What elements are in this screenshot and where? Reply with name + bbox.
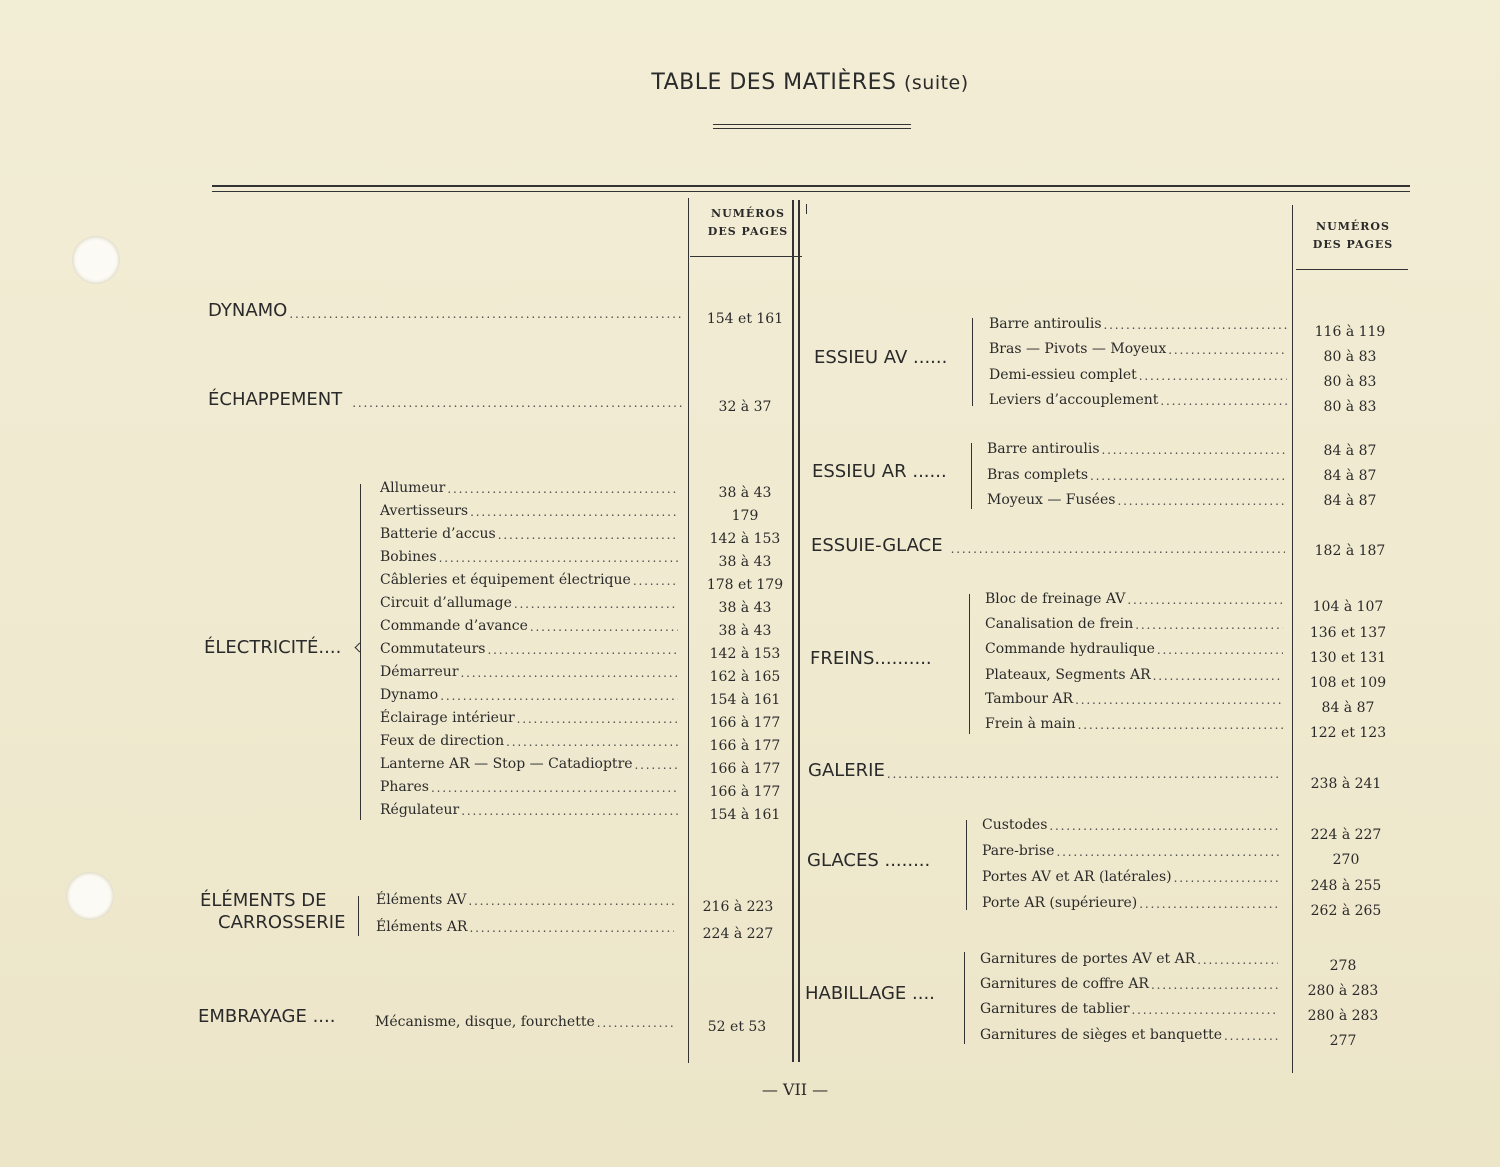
leader-dots: [498, 528, 678, 542]
right-header-rule: [1296, 269, 1408, 270]
item-pages: 104 à 107: [1312, 599, 1384, 615]
item-label: Barre antiroulis: [987, 441, 1100, 457]
item-pages: 52 et 53: [707, 1019, 767, 1035]
item-pages: 262 à 265: [1310, 903, 1382, 919]
list-item: [380, 595, 680, 611]
right-header-line2: DES PAGES: [1312, 238, 1394, 251]
leader-dots: [633, 574, 678, 588]
list-item: [989, 367, 1289, 383]
item-pages: 224 à 227: [1310, 827, 1382, 843]
leader-dots: [887, 767, 1282, 781]
item-label: Plateaux, Segments AR: [985, 667, 1151, 683]
list-item: [982, 843, 1282, 859]
leader-dots: [1117, 494, 1285, 508]
leader-dots: [1075, 693, 1283, 707]
list-item: [380, 802, 680, 818]
list-item: [980, 1001, 1280, 1017]
list-item: [989, 341, 1289, 357]
item-pages: 84 à 87: [1321, 700, 1375, 716]
category-galerie: GALERIE: [808, 760, 885, 781]
entry-echappement: [208, 389, 684, 410]
center-divider-tick: [806, 204, 807, 214]
item-label: Dynamo: [380, 687, 439, 703]
item-pages: 84 à 87: [1323, 443, 1377, 459]
leader-dots: [635, 758, 678, 772]
leader-dots: [461, 666, 678, 680]
list-item: [989, 316, 1289, 332]
entry-essuie-glace: [811, 535, 1287, 556]
item-pages: 166 à 177: [709, 784, 781, 800]
item-label: Garnitures de sièges et banquette: [980, 1027, 1222, 1043]
item-label: Commande d’avance: [380, 618, 528, 634]
item-pages: 38 à 43: [718, 600, 772, 616]
pages-echappement: 32 à 37: [718, 399, 772, 415]
list-item: [987, 441, 1287, 457]
category-elements-line1: ÉLÉMENTS DE: [200, 890, 327, 911]
item-pages: 38 à 43: [718, 623, 772, 639]
leader-dots: [440, 689, 678, 703]
leader-dots: [461, 804, 678, 818]
leader-dots: [447, 482, 678, 496]
item-pages: 178 et 179: [706, 577, 784, 593]
leader-dots: [1151, 978, 1278, 992]
item-label: Avertisseurs: [380, 503, 469, 519]
entry-galerie: [808, 760, 1284, 781]
entry-dynamo: [208, 300, 684, 321]
title-underline: [713, 124, 911, 129]
item-label: Tambour AR: [985, 691, 1074, 707]
list-item: [380, 572, 680, 588]
item-label: Mécanisme, disque, fourchette: [375, 1014, 595, 1030]
item-label: Barre antiroulis: [989, 316, 1102, 332]
item-label: Régulateur: [380, 802, 460, 818]
leader-dots: [1135, 618, 1283, 632]
item-label: Bras — Pivots — Moyeux: [989, 341, 1167, 357]
item-label: Garnitures de coffre AR: [980, 976, 1149, 992]
list-item: [980, 976, 1280, 992]
item-label: Commutateurs: [380, 641, 486, 657]
leader-dots: [506, 735, 678, 749]
brace-freins: [969, 594, 970, 734]
category-echappement: ÉCHAPPEMENT: [208, 389, 343, 410]
pages-dynamo: 154 et 161: [706, 311, 784, 327]
page-title: [600, 70, 1020, 95]
leader-dots: [431, 781, 678, 795]
leader-dots: [439, 551, 678, 565]
item-pages: 122 et 123: [1309, 725, 1387, 741]
item-label: Pare-brise: [982, 843, 1055, 859]
list-item: [989, 392, 1289, 408]
punch-hole-top: [72, 236, 120, 284]
category-essuie-glace: ESSUIE-GLACE: [811, 535, 943, 556]
list-item: [380, 503, 680, 519]
leader-dots: [1102, 443, 1286, 457]
category-freins: FREINS..........: [810, 648, 932, 669]
list-item: [376, 892, 676, 908]
left-pages-header: [695, 205, 801, 241]
item-label: Câbleries et équipement électrique: [380, 572, 631, 588]
left-header-line2: DES PAGES: [707, 225, 789, 238]
list-item: [982, 817, 1282, 833]
brace-elements: [358, 896, 359, 936]
item-pages: 142 à 153: [709, 531, 781, 547]
item-pages: 224 à 227: [702, 926, 774, 942]
leader-dots: [1157, 643, 1283, 657]
leader-dots: [1174, 871, 1280, 885]
item-pages: 108 et 109: [1309, 675, 1387, 691]
list-item: [380, 779, 680, 795]
item-pages: 80 à 83: [1323, 399, 1377, 415]
leader-dots: [1078, 718, 1283, 732]
leader-dots: [517, 712, 678, 726]
punch-hole-bottom: [66, 872, 114, 920]
center-divider-second: [798, 200, 800, 1062]
category-embrayage: EMBRAYAGE ....: [198, 1006, 336, 1027]
item-label: Phares: [380, 779, 429, 795]
list-item: [985, 691, 1285, 707]
leader-dots: [468, 894, 674, 908]
category-essieu-ar: ESSIEU AR ......: [812, 461, 947, 482]
item-label: Feux de direction: [380, 733, 505, 749]
item-pages: 270: [1332, 852, 1360, 868]
leader-dots: [1049, 819, 1280, 833]
item-pages: 80 à 83: [1323, 374, 1377, 390]
item-label: Garnitures de tablier: [980, 1001, 1130, 1017]
item-label: Batterie d’accus: [380, 526, 496, 542]
item-pages: 179: [731, 508, 759, 524]
item-pages: 280 à 283: [1307, 983, 1379, 999]
leader-dots: [1139, 897, 1280, 911]
right-pages-column-left-border: [1292, 205, 1293, 1073]
item-label: Éléments AV: [376, 892, 467, 908]
list-item: [380, 549, 680, 565]
pages-essuie-glace: 182 à 187: [1314, 543, 1386, 559]
list-item: [985, 667, 1285, 683]
list-item: [980, 951, 1280, 967]
list-item: [380, 618, 680, 634]
leader-dots: [488, 643, 679, 657]
list-item: [985, 716, 1285, 732]
item-pages: 80 à 83: [1323, 349, 1377, 365]
item-label: Bobines: [380, 549, 437, 565]
leader-dots: [1127, 593, 1283, 607]
item-label: Éléments AR: [376, 919, 468, 935]
list-item: [380, 687, 680, 703]
item-label: Leviers d’accouplement: [989, 392, 1159, 408]
leader-dots: [530, 620, 678, 634]
item-label: Lanterne AR — Stop — Catadioptre: [380, 756, 633, 772]
brace-habillage: [964, 952, 965, 1044]
leader-dots: [469, 921, 674, 935]
leader-dots: [1139, 369, 1287, 383]
category-glaces: GLACES ........: [807, 850, 931, 871]
item-pages: 38 à 43: [718, 554, 772, 570]
list-item: [985, 641, 1285, 657]
leader-dots: [470, 505, 678, 519]
item-pages: 277: [1329, 1033, 1357, 1049]
pages-galerie: 238 à 241: [1310, 776, 1382, 792]
category-habillage: HABILLAGE ....: [805, 983, 935, 1004]
item-label: Démarreur: [380, 664, 459, 680]
item-pages: 38 à 43: [718, 485, 772, 501]
leader-dots: [1197, 953, 1278, 967]
item-pages: 216 à 223: [702, 899, 774, 915]
item-pages: 162 à 165: [709, 669, 781, 685]
leader-dots: [951, 542, 1285, 556]
right-pages-header: [1300, 218, 1406, 254]
list-item: [380, 733, 680, 749]
item-label: Porte AR (supérieure): [982, 895, 1138, 911]
leader-dots: [1090, 469, 1285, 483]
category-essieu-av: ESSIEU AV ......: [814, 347, 948, 368]
item-pages: 166 à 177: [709, 715, 781, 731]
item-pages: 166 à 177: [709, 738, 781, 754]
leader-dots: [289, 307, 682, 321]
list-item: [987, 467, 1287, 483]
title-main: TABLE DES MATIÈRES: [651, 70, 897, 95]
item-label: Frein à main: [985, 716, 1076, 732]
list-item: [375, 1014, 675, 1030]
item-label: Éclairage intérieur: [380, 710, 515, 726]
list-item: [380, 526, 680, 542]
brace-glaces: [966, 820, 967, 910]
item-pages: 116 à 119: [1314, 324, 1386, 340]
list-item: [380, 641, 680, 657]
item-label: Garnitures de portes AV et AR: [980, 951, 1196, 967]
category-elements-line2: CARROSSERIE: [218, 912, 346, 933]
category-electricite: ÉLECTRICITÉ....: [204, 637, 342, 658]
title-suffix: (suite): [903, 72, 969, 94]
item-label: Commande hydraulique: [985, 641, 1155, 657]
leader-dots: [514, 597, 678, 611]
item-label: Circuit d’allumage: [380, 595, 512, 611]
item-pages: 166 à 177: [709, 761, 781, 777]
leader-dots: [1160, 394, 1287, 408]
list-item: [380, 756, 680, 772]
item-pages: 278: [1329, 958, 1357, 974]
item-label: Demi-essieu complet: [989, 367, 1137, 383]
list-item: [380, 480, 680, 496]
list-item: [380, 664, 680, 680]
item-pages: 84 à 87: [1323, 493, 1377, 509]
brace-point: [355, 643, 365, 653]
brace-electricite: [360, 484, 361, 820]
item-pages: 142 à 153: [709, 646, 781, 662]
list-item: [987, 492, 1287, 508]
item-pages: 130 et 131: [1309, 650, 1387, 666]
list-item: [985, 616, 1285, 632]
list-item: [980, 1027, 1280, 1043]
leader-dots: [1168, 343, 1287, 357]
item-label: Moyeux — Fusées: [987, 492, 1116, 508]
list-item: [380, 710, 680, 726]
leader-dots: [1153, 669, 1283, 683]
item-pages: 280 à 283: [1307, 1008, 1379, 1024]
right-header-line1: NUMÉROS: [1316, 220, 1390, 233]
item-label: Bras complets: [987, 467, 1089, 483]
page-number: — VII —: [761, 1080, 829, 1099]
item-label: Allumeur: [380, 480, 446, 496]
item-label: Portes AV et AR (latérales): [982, 869, 1172, 885]
item-pages: 136 et 137: [1309, 625, 1387, 641]
item-pages: 84 à 87: [1323, 468, 1377, 484]
list-item: [985, 591, 1285, 607]
item-pages: 248 à 255: [1310, 878, 1382, 894]
item-pages: 154 à 161: [709, 807, 781, 823]
category-dynamo: DYNAMO: [208, 300, 288, 321]
left-header-rule: [690, 256, 802, 257]
item-label: Canalisation de frein: [985, 616, 1134, 632]
list-item: [982, 895, 1282, 911]
brace-essieu-av: [972, 318, 973, 406]
item-label: Bloc de freinage AV: [985, 591, 1126, 607]
list-item: [376, 919, 676, 935]
table-top-rule: [212, 185, 1410, 192]
item-pages: 154 à 161: [709, 692, 781, 708]
list-item: [982, 869, 1282, 885]
leader-dots: [597, 1016, 673, 1030]
leader-dots: [1056, 845, 1280, 859]
leader-dots: [1132, 1003, 1278, 1017]
leader-dots: [352, 396, 682, 410]
item-label: Custodes: [982, 817, 1048, 833]
leader-dots: [1224, 1029, 1278, 1043]
brace-essieu-ar: [971, 443, 972, 509]
left-header-line1: NUMÉROS: [711, 207, 785, 220]
leader-dots: [1104, 318, 1288, 332]
